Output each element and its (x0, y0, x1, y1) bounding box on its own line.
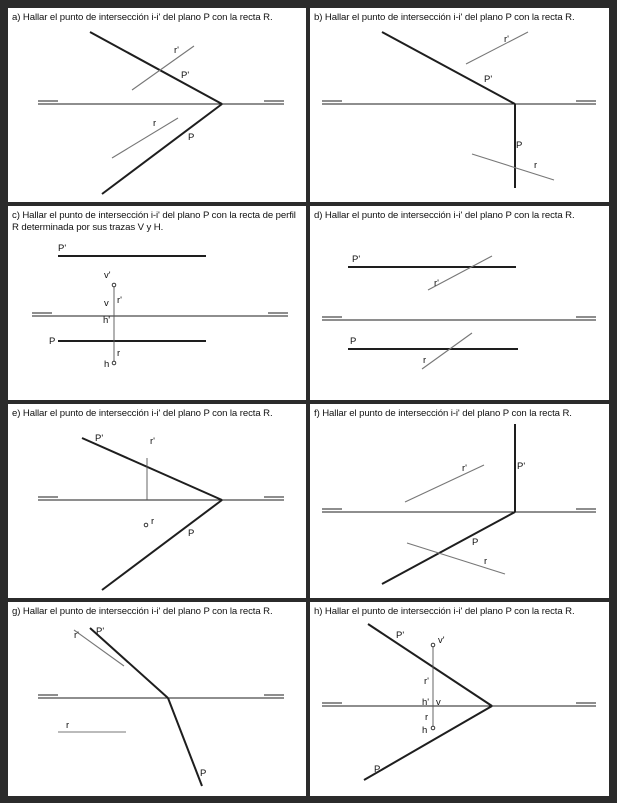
panel-c-diagram (8, 206, 306, 400)
panel-d (310, 206, 609, 400)
plane-vertical-trace (90, 628, 168, 698)
point-r (144, 523, 148, 527)
panel-h-diagram (310, 602, 609, 796)
label-p: P (188, 528, 195, 539)
label-p-prime: P' (58, 243, 67, 254)
line-r (112, 118, 178, 158)
line-r (472, 154, 554, 180)
line-r (422, 333, 472, 369)
label-v: v (436, 697, 441, 708)
label-p: P (374, 764, 381, 775)
panel-a-caption: a) Hallar el punto de intersección i-i' del plano P con la recta R. (12, 12, 273, 23)
plane-horizontal-trace (102, 104, 222, 194)
line-r (407, 543, 505, 574)
panel-f (310, 404, 609, 598)
label-r-prime: r' (434, 278, 439, 289)
panel-g (8, 602, 306, 796)
label-r-prime: r' (117, 295, 122, 306)
label-v-prime: v' (438, 635, 445, 646)
label-r: r (66, 720, 70, 731)
label-r: r (425, 712, 429, 723)
point-h (431, 726, 435, 730)
label-p-prime: P' (95, 433, 104, 444)
label-h-prime: h' (422, 697, 430, 708)
point-v-prime (112, 283, 116, 287)
label-p-prime: P' (352, 254, 361, 265)
label-r-prime: r' (462, 463, 467, 474)
line-r-prime (405, 465, 484, 502)
panel-h (310, 602, 609, 796)
panel-h-caption: h) Hallar el punto de intersección i-i' del plano P con la recta R. (314, 606, 575, 617)
plane-vertical-trace (368, 624, 492, 706)
panel-d-diagram (310, 206, 609, 400)
label-r: r (534, 160, 538, 171)
label-r: r (484, 556, 488, 567)
panel-d-caption: d) Hallar el punto de intersección i-i' del plano P con la recta R. (314, 210, 575, 221)
label-r-prime: r' (504, 34, 509, 45)
label-h: h (422, 725, 428, 736)
panel-g-diagram (8, 602, 306, 796)
label-r: r (151, 516, 155, 527)
panel-e (8, 404, 306, 598)
label-p: P (49, 336, 56, 347)
panel-e-caption: e) Hallar el punto de intersección i-i' del plano P con la recta R. (12, 408, 273, 419)
label-p: P (472, 537, 479, 548)
panel-f-caption: f) Hallar el punto de intersección i-i' del plano P con la recta R. (314, 408, 572, 419)
label-p-prime: P' (484, 74, 493, 85)
panel-f-diagram (310, 404, 609, 598)
plane-horizontal-trace (382, 512, 515, 584)
label-r-prime: r' (174, 45, 179, 56)
label-h: h (104, 359, 110, 370)
panel-e-diagram (8, 404, 306, 598)
point-h (112, 361, 116, 365)
label-p-prime: P' (181, 70, 190, 81)
label-p-prime: P' (96, 626, 105, 637)
line-r-prime (466, 32, 528, 64)
panel-c-caption: c) Hallar el punto de intersección i-i' del plano P con la recta de perfil R determinada por sus trazas V y H. (12, 210, 296, 233)
label-p: P (350, 336, 357, 347)
panel-b-caption: b) Hallar el punto de intersección i-i' del plano P con la recta R. (314, 12, 575, 23)
plane-horizontal-trace (168, 698, 202, 786)
label-v: v (104, 298, 109, 309)
plane-vertical-trace (382, 32, 515, 104)
label-h-prime: h' (103, 315, 111, 326)
label-r-prime: r' (424, 676, 429, 687)
label-r: r (117, 348, 121, 359)
plane-vertical-trace (90, 32, 222, 104)
panel-a (8, 8, 306, 202)
label-p: P (516, 140, 523, 151)
label-p: P (200, 768, 207, 779)
label-r-prime: r' (150, 436, 155, 447)
label-r: r (153, 118, 157, 129)
plane-horizontal-trace (102, 500, 222, 590)
plane-vertical-trace (82, 438, 222, 500)
panel-g-caption: g) Hallar el punto de intersección i-i' del plano P con la recta R. (12, 606, 273, 617)
label-v-prime: v' (104, 270, 111, 281)
label-r-prime: r' (74, 630, 79, 641)
label-r: r (423, 355, 427, 366)
panel-b (310, 8, 609, 202)
panel-c (8, 206, 306, 400)
panel-b-diagram (310, 8, 609, 202)
point-v-prime (431, 643, 435, 647)
label-p: P (188, 132, 195, 143)
label-p-prime: P' (396, 630, 405, 641)
label-p-prime: P' (517, 461, 526, 472)
panel-a-diagram (8, 8, 306, 202)
